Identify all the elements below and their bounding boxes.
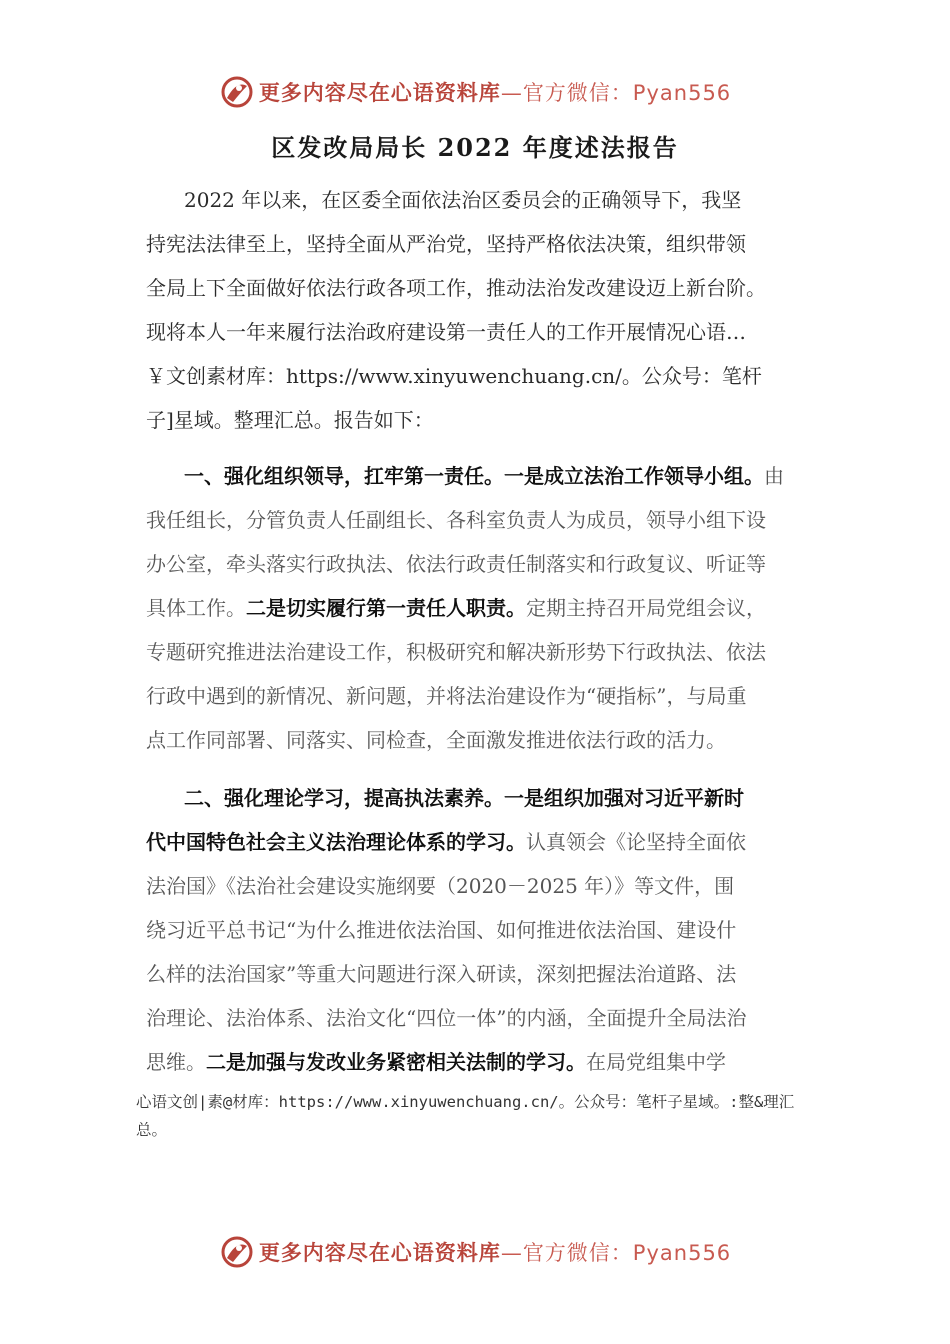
- banner-main-text: 更多内容尽在心语资料库: [258, 1241, 501, 1265]
- section-2-line: 么样的法治国家”等重大问题进行深入研读，深刻把握法治道路、法: [146, 962, 737, 986]
- footer-note-line: 总。: [136, 1121, 168, 1139]
- banner-sub-text: —官方微信：Pyan556: [500, 81, 732, 105]
- section-2-text: 在局党组集中学: [586, 1050, 726, 1074]
- intro-line: ￥文创素材库：https://www.xinyuwenchuang.cn/。公众号：笔杆: [146, 364, 762, 388]
- section-1-line: 点工作同部署、同落实、同检查，全面激发推进依法行政的活力。: [146, 728, 726, 752]
- intro-line: 子]星域。整理汇总。报告如下：: [146, 408, 434, 432]
- intro-line: 2022 年以来，在区委全面依法治区委员会的正确领导下，我坚: [184, 188, 742, 212]
- footer-note-line: 心语文创|素@材库：https://www.xinyuwenchuang.cn/。公众号：笔杆子星域。:整&理汇: [136, 1093, 795, 1111]
- section-2-text: 思维。: [146, 1050, 206, 1074]
- section-1-line: 我任组长，分管负责人任副组长、各科室负责人为成员，领导小组下设: [146, 508, 766, 532]
- footer-note: [136, 1088, 826, 1144]
- section-2-paragraph: [146, 776, 811, 1084]
- intro-paragraph: [146, 178, 811, 442]
- section-2-subheading: 代中国特色社会主义法治理论体系的学习。: [146, 830, 526, 854]
- section-1-text: 定期主持召开局党组会议，: [526, 596, 766, 620]
- page-title: 区发改局局长 2022 年度述法报告: [271, 133, 679, 162]
- banner-sub-text: —官方微信：Pyan556: [500, 1241, 732, 1265]
- section-2-text: 认真领会《论坚持全面依: [526, 830, 746, 854]
- section-1-text: 由: [764, 464, 784, 488]
- section-2-line: 绕习近平总书记“为什么推进依法治国、如何推进依法治国、建设什: [146, 918, 737, 942]
- section-1-line: 专题研究推进法治建设工作，积极研究和解决新形势下行政执法、依法: [146, 640, 766, 664]
- logo-icon: [219, 1234, 255, 1270]
- top-banner: [0, 72, 950, 112]
- bottom-banner: [0, 1232, 950, 1272]
- section-1-line: 行政中遇到的新情况、新问题，并将法治建设作为“硬指标”，与局重: [146, 684, 747, 708]
- intro-line: 现将本人一年来履行法治政府建设第一责任人的工作开展情况心语…: [146, 320, 746, 344]
- section-1-line: 办公室，牵头落实行政执法、依法行政责任制落实和行政复议、听证等: [146, 552, 766, 576]
- section-1-line: [146, 586, 811, 630]
- section-1-subheading: 二是切实履行第一责任人职责。: [246, 596, 526, 620]
- section-1-text: 具体工作。: [146, 596, 246, 620]
- section-2-line: 治理论、法治体系、法治文化“四位一体”的内涵，全面提升全局法治: [146, 1006, 747, 1030]
- section-2-line: 法治国》《法治社会建设实施纲要（2020－2025 年）》等文件，围: [146, 874, 735, 898]
- section-1-line: [146, 454, 811, 498]
- banner-main-text: 更多内容尽在心语资料库: [258, 81, 501, 105]
- logo-icon: [219, 74, 255, 110]
- section-2-line: [146, 1040, 811, 1084]
- intro-line: 持宪法法律至上，坚持全面从严治党，坚持严格依法决策，组织带领: [146, 232, 746, 256]
- section-2-heading: 二、强化理论学习，提高执法素养。一是组织加强对习近平新时: [184, 786, 744, 810]
- section-1-heading: 一、强化组织领导，扛牢第一责任。一是成立法治工作领导小组。: [184, 464, 764, 488]
- section-1-paragraph: [146, 454, 811, 762]
- section-2-line: [146, 820, 811, 864]
- intro-line: 全局上下全面做好依法行政各项工作，推动法治发改建设迈上新台阶。: [146, 276, 766, 300]
- section-2-subheading: 二是加强与发改业务紧密相关法制的学习。: [206, 1050, 586, 1074]
